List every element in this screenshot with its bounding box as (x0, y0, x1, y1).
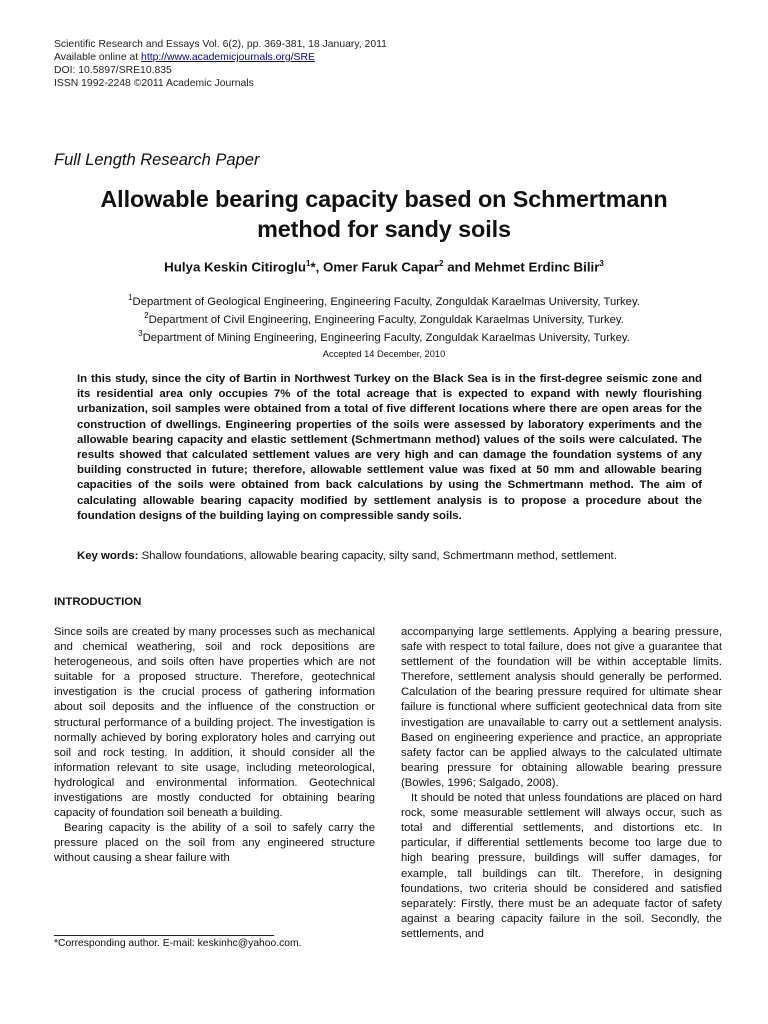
affiliation-line (40, 309, 728, 327)
online-prefix: Available online at (54, 52, 142, 63)
author-name: Hulya Keskin Citiroglu (164, 259, 306, 275)
paragraph: Since soils are created by many processes such as mechanical and chemical weathering, soil and rock depositions are heterogeneous, and soils often have properties which are not suitable for a proposed structure. Therefore, geotechnical investigation is the crucial process of gathering information about soil deposits and the influence of the construction or structural performance of a building project. The investigation is normally achieved by boring exploratory holes and carrying out soil and rock testing. In addition, it should consider all the information relevant to site usage, including meteorological, hydrological and environmental information. Geotechnical investigations are mostly conducted for obtaining bearing capacity of foundation soil beneath a building. (54, 626, 375, 820)
affiliation-text: Department of Mining Engineering, Engineering Faculty, Zonguldak Karaelmas University, Turkey. (142, 331, 630, 344)
paragraph: It should be noted that unless foundations are placed on hard rock, some measurable settlement will always occur, such as total and differential settlements, and distortions etc. In particular, if differential settlements become too large due to high bearing pressure, buildings will suffer damages, for example, tall buildings can tilt. Therefore, in designing foundations, two criteria should be considered and satisfied separately: Firstly, there must be an adequate factor of safety against a bearing capacity failure in the soil. Secondly, the settlements, and (401, 792, 722, 940)
journal-header (54, 38, 387, 90)
footnote-divider (54, 935, 274, 936)
left-column (54, 625, 375, 867)
accepted-date: Accepted 14 December, 2010 (322, 349, 446, 359)
title-line-2: method for sandy soils (257, 216, 511, 242)
author-affiliation-mark: 3 (599, 259, 604, 268)
online-availability (54, 51, 387, 64)
affiliation-text: Department of Civil Engineering, Engineering Faculty, Zonguldak Karaelmas University, Turkey. (148, 313, 624, 326)
author-name: Mehmet Erdinc Bilir (474, 259, 600, 275)
paragraph: Bearing capacity is the ability of a soil to safely carry the pressure placed on the soil from any engineered structure without causing a shear failure with (54, 822, 375, 865)
abstract: In this study, since the city of Bartin in Northwest Turkey on the Black Sea is in the first-degree seismic zone and its residential area only occupies 7% of the total acreage that is expected to expand with newly flourishing urbanization, soil samples were obtained from a total of five different locations where there are open areas for the construction of dwellings. Engineering properties of the soils were assessed by laboratory experiments and the allowable bearing capacity and elastic settlement (Schmertmann method) values of the soils were calculated. The results showed that calculated settlement values are very high and can damage the foundation systems of any building constructed in future; therefore, allowable settlement value was fixed at 50 mm and allowable bearing capacities of the soils were obtained from back calculations by using the Schmertmann method. The aim of calculating allowable bearing capacity modified by settlement analysis is to propose a procedure about the foundation designs of the building laying on compressible sandy soils. (77, 373, 702, 522)
affiliations (40, 291, 728, 345)
author-affiliation-mark: 2 (439, 259, 444, 268)
author-separator: *, (310, 259, 324, 275)
affiliation-mark: 1 (128, 293, 133, 302)
author-list (40, 259, 728, 274)
title-line-1: Allowable bearing capacity based on Schmertmann (100, 186, 668, 212)
corresponding-author-footnote: *Corresponding author. E-mail: keskinhc@yahoo.com. (54, 938, 302, 949)
paper-type: Full Length Research Paper (54, 151, 260, 169)
doi: DOI: 10.5897/SRE10.835 (54, 65, 172, 76)
keywords-label: Key words: (77, 550, 139, 562)
keywords-text: Shallow foundations, allowable bearing capacity, silty sand, Schmertmann method, settlement. (138, 550, 617, 562)
affiliation-line (40, 327, 728, 345)
introduction-heading: INTRODUCTION (54, 596, 142, 608)
affiliation-text: Department of Geological Engineering, Engineering Faculty, Zonguldak Karaelmas University, Turkey. (132, 295, 640, 308)
journal-url-link[interactable]: http://www.academicjournals.org/SRE (141, 52, 315, 63)
author-affiliation-mark: 1 (305, 259, 311, 268)
paragraph: accompanying large settlements. Applying a bearing pressure, safe with respect to total failure, does not give a guarantee that settlement of the foundation will be within acceptable limits. Therefore, settlement analysis should generally be performed. Calculation of the bearing pressure required for ultimate shear failure is functional where sufficient geotechnical data from site investigation are unavailable to carry out a settlement analysis. Based on engineering experience and practice, an appropriate safety factor can be applied always to the calculated ultimate bearing pressure for obtaining allowable bearing pressure (Bowles, 1996; Salgado, 2008). (401, 626, 722, 789)
keywords (77, 550, 702, 562)
affiliation-line (40, 291, 728, 309)
author-separator: and (443, 259, 475, 275)
affiliation-mark: 3 (138, 329, 143, 339)
journal-citation: Scientific Research and Essays Vol. 6(2), pp. 369-381, 18 January, 2011 (54, 39, 387, 50)
affiliation-mark: 2 (144, 311, 149, 321)
right-column (401, 625, 722, 942)
issn: ISSN 1992-2248 ©2011 Academic Journals (54, 78, 254, 89)
author-name: Omer Faruk Capar (323, 259, 440, 275)
paper-title (40, 184, 728, 244)
